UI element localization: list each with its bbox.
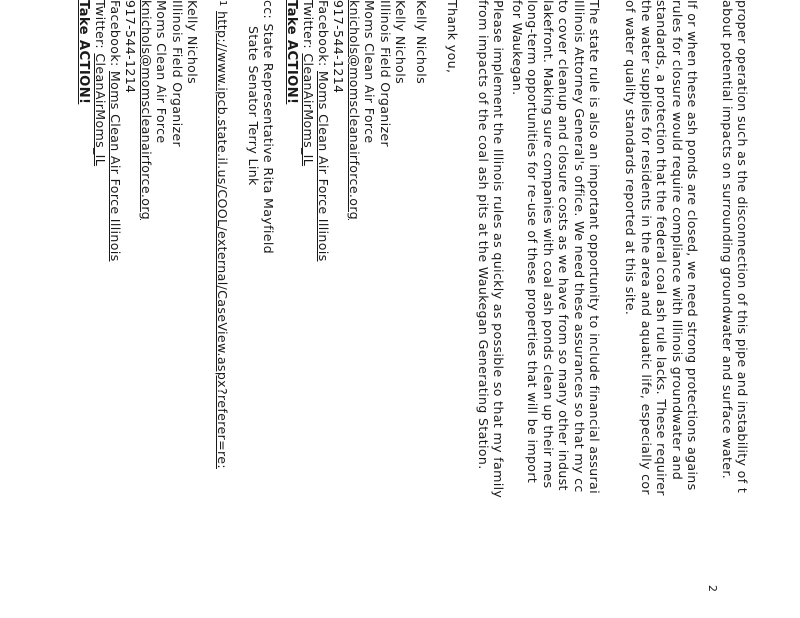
- cc-block: [245, 0, 276, 254]
- cc-line-1: cc: State Representative Rita Mayfield: [261, 0, 276, 255]
- closing-thanks: Thank you,: [445, 0, 460, 74]
- sig2-twitter-label: Twitter:: [92, 0, 108, 54]
- text-line: to cover cleanup and closure costs as we have from so many other indust: [556, 0, 572, 491]
- footnote-number: 1: [217, 0, 228, 7]
- text-line: The state rule is also an important opportunity to include financial assurai: [587, 0, 602, 494]
- sig-title: Illinois Field Organizer: [377, 0, 393, 148]
- footnote-url-link[interactable]: http://www.ipcb.state.il.us/COOL/external/CaseView.aspx?referer=re:: [215, 11, 230, 469]
- sig2-twitter-link[interactable]: CleanAirMoms_IL: [92, 53, 108, 167]
- text-line: proper operation such as the disconnection of this pipe and instability of t: [735, 0, 750, 494]
- sig2-org: Moms Clean Air Force: [154, 0, 170, 144]
- text-line: Illinois Attorney General's office. We need these assurances so that my cc: [571, 0, 587, 493]
- sig2-title: Illinois Field Organizer: [169, 0, 185, 148]
- sig-name: Kelly Nichols: [393, 0, 408, 84]
- text-line: If or when these ash ponds are closed, we need strong protections agains: [685, 0, 700, 491]
- page-number: 2: [706, 585, 719, 593]
- rotated-letter-page: [10, 0, 750, 618]
- text-line: rules for closure would require compliance with Illinois groundwater and: [669, 0, 685, 481]
- closing-name: Kelly Nichols: [413, 0, 429, 84]
- text-line: the water supplies for residents in the area and aquatic life, especially cor: [638, 0, 654, 495]
- cc-line-2: State Senator Terry Link: [245, 26, 261, 186]
- text-line: for Waukegan.: [510, 0, 526, 96]
- sig2-email-link[interactable]: knichols@momscleanairforce.org: [138, 0, 154, 220]
- sig-facebook-label: Facebook:: [316, 0, 332, 71]
- sig2-phone: 917-544-1214: [123, 0, 139, 94]
- paragraph-financial-assurance: [510, 0, 602, 494]
- text-line: standards, a protection that the federal coal ash rule lacks. These requirer: [654, 0, 670, 496]
- sig-twitter-label: Twitter:: [300, 0, 316, 54]
- take-action-link-2[interactable]: Take ACTION!: [76, 0, 92, 105]
- sig2-name: Kelly Nichols: [185, 0, 200, 84]
- sig-facebook-link[interactable]: Moms Clean Air Force Illinois: [316, 70, 332, 262]
- text-line: long-term opportunities for re-use of these properties that will be import: [525, 0, 541, 484]
- sig-email-link[interactable]: knichols@momscleanairforce.org: [346, 0, 362, 220]
- sig-phone: 917-544-1214: [331, 0, 347, 94]
- sig-org: Moms Clean Air Force: [362, 0, 378, 144]
- closing: [413, 0, 460, 84]
- take-action-link[interactable]: Take ACTION!: [284, 0, 300, 105]
- text-line: lakefront. Making sure companies with coal ash ponds clean up their mes: [540, 0, 556, 489]
- footnote-block: [215, 0, 230, 469]
- sig-twitter-link[interactable]: CleanAirMoms_IL: [300, 53, 316, 167]
- signature-block: [285, 0, 408, 262]
- paragraph-request: [475, 0, 506, 498]
- paragraph-closure-protections: [623, 0, 700, 496]
- text-line: from impacts of the coal ash pits at the Waukegan Generating Station.: [475, 0, 491, 470]
- text-line: of water quality standards reported at this site.: [623, 0, 639, 316]
- text-line: Please implement the Illinois rules as quickly as possible so that my family: [491, 0, 506, 499]
- sig2-facebook-link[interactable]: Moms Clean Air Force Illinois: [108, 70, 124, 262]
- signature-block-2: [77, 0, 200, 262]
- text-line: about potential impacts on surrounding groundwater and surface water.: [719, 0, 735, 480]
- sig2-facebook-label: Facebook:: [108, 0, 124, 71]
- paragraph-continuation: [719, 0, 750, 493]
